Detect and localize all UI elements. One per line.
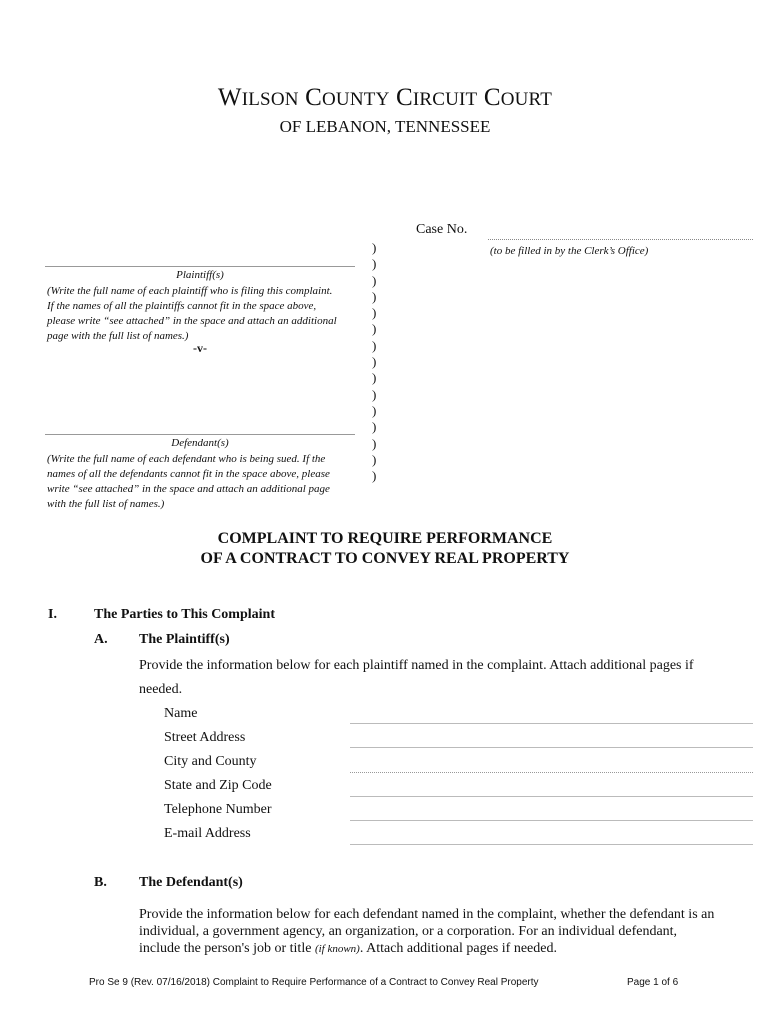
name-field[interactable] [350,723,753,724]
defendant-name-field[interactable] [45,434,355,435]
street-address-label: Street Address [164,730,246,745]
document-title-line2: OF A CONTRACT TO CONVEY REAL PROPERTY [200,550,570,567]
case-number-field[interactable] [488,239,753,240]
plaintiff-note-line: (Write the full name of each plaintiff who is filing this complaint. [47,285,333,297]
instruction-line: Provide the information below for each plaintiff named in the complaint. Attach additional pages if [139,658,694,673]
paren: ) [372,402,377,418]
city-county-field[interactable] [350,772,753,773]
plaintiff-note-line: page with the full list of names.) [47,330,189,342]
subsection-b-letter: B. [94,875,107,890]
subsection-a-letter: A. [94,632,108,647]
paren: ) [372,321,377,337]
paren: ) [372,354,377,370]
section-number: I. [48,607,57,622]
court-title-part: C [395,84,413,111]
telephone-label: Telephone Number [164,802,272,817]
name-label: Name [164,706,198,721]
defendant-note-line: (Write the full name of each defendant who is being sued. If the [47,453,326,465]
court-title-part: OUNTY [322,89,390,110]
street-address-field[interactable] [350,747,753,748]
instruction-line: individual, a government agency, an organization, or a corporation. For an individual defendant, [139,924,678,939]
paren: ) [372,272,377,288]
court-subtitle: OF LEBANON, TENNESSEE [279,117,491,136]
paren: ) [372,419,377,435]
court-title-part: OURT [500,89,553,110]
email-field[interactable] [350,844,753,845]
plaintiff-note-line: please write “see attached” in the space and attach an additional [47,315,337,327]
subsection-a-title: The Plaintiff(s) [139,632,230,647]
defendant-note-line: names of all the defendants cannot fit in the space above, please [47,468,330,480]
if-known-note: (if known) [314,943,360,955]
court-title-part: ILSON [241,89,299,110]
paren: ) [372,370,377,386]
plaintiff-name-field[interactable] [45,266,355,267]
instruction-line [139,940,764,958]
paren: ) [372,386,377,402]
paren: ) [372,256,377,272]
instruction-line: Provide the information below for each defendant named in the complaint, whether the defendant is an [139,907,715,922]
state-zip-label: State and Zip Code [164,778,272,793]
defendant-note-line: write “see attached” in the space and attach an additional page [47,483,330,495]
subsection-b-title: The Defendant(s) [139,875,243,890]
defendant-instructions [139,906,764,958]
telephone-field[interactable] [350,820,753,821]
paren: ) [372,451,377,467]
court-title-part: IRCUIT [412,89,478,110]
form-footer: Pro Se 9 (Rev. 07/16/2018) Complaint to Require Performance of a Contract to Convey Real Property [89,977,539,988]
plaintiff-instructions [139,654,759,702]
plaintiff-note [47,284,367,344]
defendant-note [47,452,367,512]
clerk-note: (to be filled in by the Clerk’s Office) [490,245,649,257]
instruction-line: needed. [139,682,183,697]
paren: ) [372,468,377,484]
paren: ) [372,305,377,321]
section-title: The Parties to This Complaint [94,607,275,622]
paren: ) [372,435,377,451]
page-number: Page 1 of 6 [627,977,679,988]
court-title [0,84,770,112]
state-zip-field[interactable] [350,796,753,797]
versus-label: -v- [193,341,207,355]
court-title-part: W [217,84,242,111]
caption-parentheses [372,240,376,484]
city-county-label: City and County [164,754,257,769]
defendant-label: Defendant(s) [171,437,229,449]
plaintiff-label: Plaintiff(s) [176,269,224,281]
document-title-line1: COMPLAINT TO REQUIRE PERFORMANCE [217,530,553,547]
plaintiff-note-line: If the names of all the plaintiffs cannot fit in the space above, [47,300,317,312]
paren: ) [372,337,377,353]
instruction-text: . Attach additional pages if needed. [359,941,557,956]
instruction-text: include the person's job or title [139,941,315,956]
paren: ) [372,288,377,304]
email-label: E-mail Address [164,826,251,841]
paren: ) [372,240,377,255]
case-number-label: Case No. [416,222,468,237]
court-title-part: C [305,84,322,111]
court-title-part: C [483,84,501,111]
defendant-note-line: with the full list of names.) [47,498,165,510]
